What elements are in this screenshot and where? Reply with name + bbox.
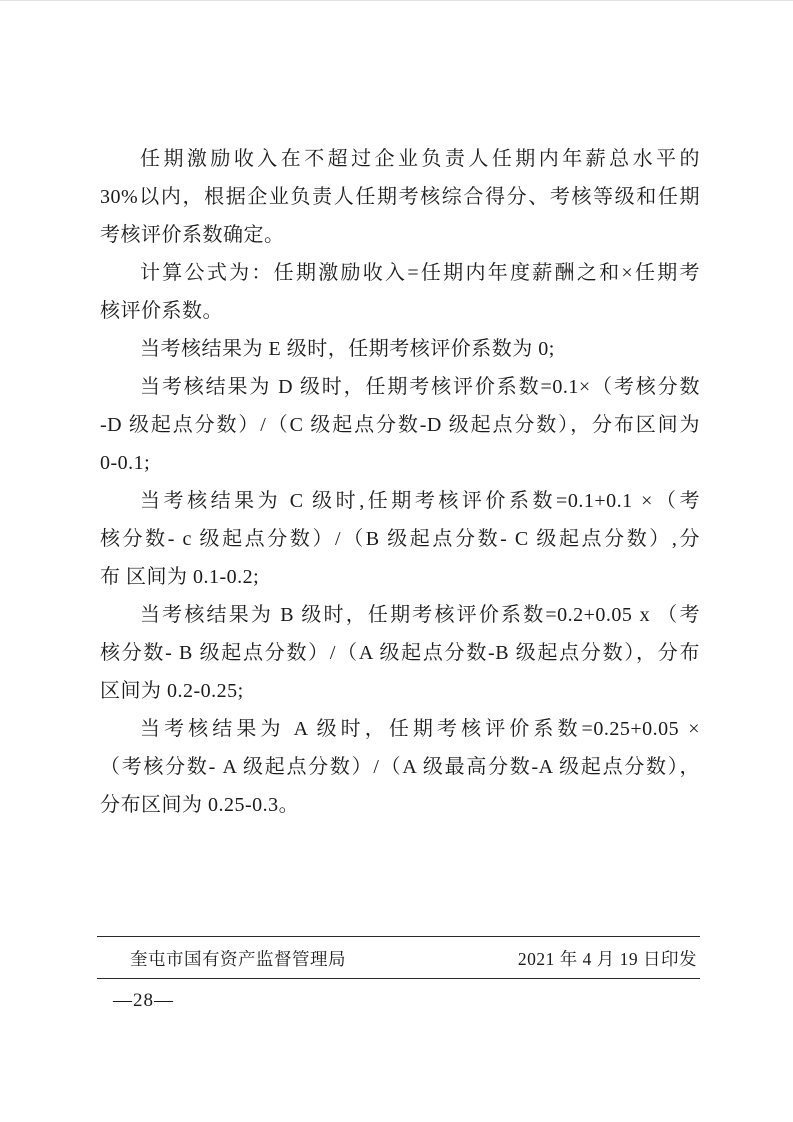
text-line: 核分数- B 级起点分数）/（A 级起点分数-B 级起点分数），分布 <box>100 642 700 664</box>
page-number: —28— <box>113 990 174 1011</box>
text-line: 当考核结果为 B 级时，任期考核评价系数=0.2+0.05 x （考 <box>140 604 700 626</box>
text-line: 当考核结果为 A 级时，任期考核评价系数=0.25+0.05 × <box>140 718 700 740</box>
text-line: 30%以内，根据企业负责人任期考核综合得分、考核等级和任期 <box>100 186 700 208</box>
text-line: 0-0.1; <box>100 452 151 474</box>
text-line: 当考核结果为 D 级时，任期考核评价系数=0.1×（考核分数 <box>140 376 700 398</box>
issuing-authority: 奎屯市国有资产监督管理局 <box>130 948 346 969</box>
text-line: 当考核结果为 E 级时，任期考核评价系数为 0; <box>140 338 555 360</box>
page-footer <box>97 938 700 978</box>
text-line: 区间为 0.2-0.25; <box>100 680 244 702</box>
text-line: 布 区间为 0.1-0.2; <box>100 566 260 588</box>
text-line: 考核评价系数确定。 <box>100 224 285 246</box>
text-line: 计算公式为：任期激励收入=任期内年度薪酬之和×任期考 <box>140 262 700 284</box>
text-line: 核分数- c 级起点分数）/（B 级起点分数- C 级起点分数）,分 <box>100 528 700 550</box>
text-line: -D 级起点分数）/（C 级起点分数-D 级起点分数），分布区间为 <box>100 414 700 436</box>
text-line: （考核分数- A 级起点分数）/（A 级最高分数-A 级起点分数）， <box>100 756 700 778</box>
issue-date: 2021 年 4 月 19 日印发 <box>517 948 697 969</box>
document-body <box>100 140 700 824</box>
text-line: 任期激励收入在不超过企业负责人任期内年薪总水平的 <box>140 148 700 170</box>
text-line: 核评价系数。 <box>100 300 223 322</box>
footer-bottom-rule <box>97 978 700 979</box>
footer-top-rule <box>97 936 700 937</box>
text-line: 当考核结果为 C 级时,任期考核评价系数=0.1+0.1 ×（考 <box>140 490 700 512</box>
text-line: 分布区间为 0.25-0.3。 <box>100 794 300 816</box>
scan-edge-line <box>0 0 793 1</box>
